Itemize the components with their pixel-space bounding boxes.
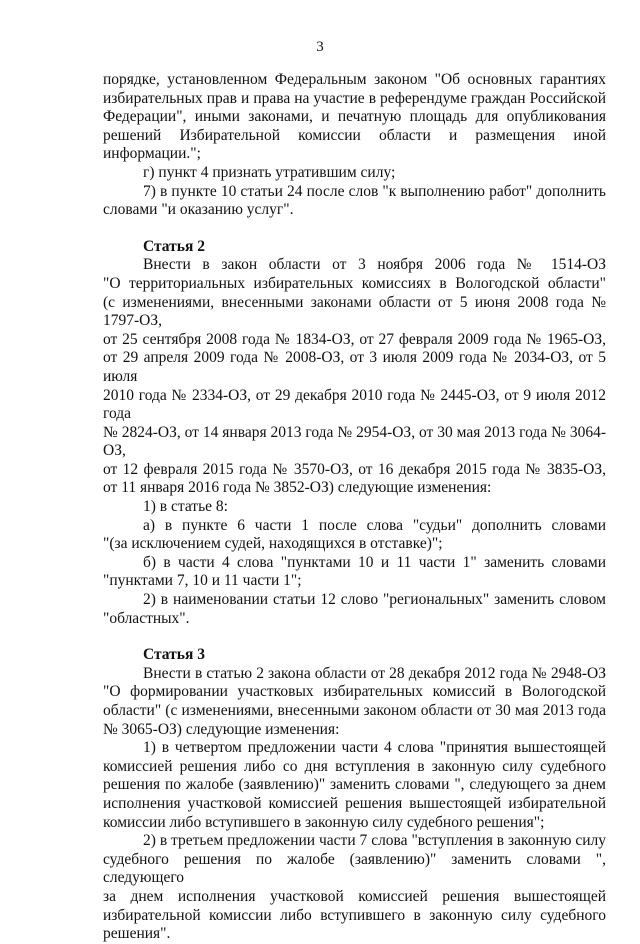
text-line: № 2824-ОЗ, от 14 января 2013 года № 2954-ОЗ, от 30 мая 2013 года № 3064-ОЗ,	[103, 423, 606, 460]
text-line: от 25 сентября 2008 года № 1834-ОЗ, от 27 февраля 2009 года № 1965-ОЗ,	[103, 330, 606, 348]
text-line: от 11 января 2016 года № 3852-ОЗ) следующие изменения:	[103, 479, 492, 497]
text-line: области" (с изменениями, внесенными законом области от 30 мая 2013 года	[103, 702, 606, 719]
text-line: 7) в пункте 10 статьи 24 после слов "к выполнению работ" дополнить	[143, 182, 606, 200]
text-line: избирательной комиссии либо вступившего в законную силу судебного	[103, 906, 606, 924]
text-line: порядке, установленном Федеральным законом "Об основных гарантиях	[103, 71, 606, 88]
article-heading: Статья 3	[143, 646, 205, 664]
article-heading: Статья 2	[143, 237, 205, 255]
text-line: решения по жалобе (заявлению)" заменить словами ", следующего за днем	[103, 776, 606, 794]
text-line: комиссией решения либо со дня вступления в законную силу судебного	[103, 757, 606, 775]
document-body	[103, 71, 606, 944]
text-line: 1) в четвертом предложении части 4 слова "принятия вышестоящей	[143, 739, 606, 757]
text-line: решений Избирательной комиссии области и размещения иной	[103, 126, 606, 144]
text-line: Внести в закон области от 3 ноября 2006 года № 1514-ОЗ	[143, 256, 606, 274]
text-line: избирательных прав и права на участие в референдуме граждан Российской	[103, 89, 606, 107]
text-line: за днем исполнения участковой комиссией решения вышестоящей	[103, 887, 606, 905]
text-line: судебного решения по жалобе (заявлению)" заменить словами ", следующего	[103, 850, 606, 887]
page-number: 3	[316, 39, 324, 55]
text-line: решения".	[103, 925, 171, 943]
text-line: 1) в статье 8:	[143, 498, 228, 516]
text-line: информации.";	[103, 145, 201, 163]
text-line: "О территориальных избирательных комиссиях в Вологодской области"	[103, 274, 606, 292]
text-line: "областных".	[103, 609, 190, 627]
text-line: от 29 апреля 2009 года № 2008-ОЗ, от 3 июля 2009 года № 2034-ОЗ, от 5 июля	[103, 349, 606, 385]
text-line: № 3065-ОЗ) следующие изменения:	[103, 720, 340, 738]
text-line: "пунктами 7, 10 и 11 части 1";	[103, 572, 302, 590]
text-line: комиссии либо вступившего в законную силу судебного решения";	[103, 813, 545, 831]
text-line: исполнения участковой комиссией решения вышестоящей избирательной	[103, 794, 606, 812]
text-line: (с изменениями, внесенными законами области от 5 июня 2008 года № 1797-ОЗ,	[103, 293, 606, 330]
text-line: 2) в третьем предложении части 7 слова "вступления в законную силу	[143, 832, 606, 850]
text-line: г) пункт 4 признать утратившим силу;	[143, 163, 396, 181]
text-line: 2) в наименовании статьи 12 слово "региональных" заменить словом	[143, 591, 606, 609]
text-line: "О формировании участковых избирательных комиссий в Вологодской	[103, 683, 606, 701]
text-line: а) в пункте 6 части 1 после слова "судьи" дополнить словами	[143, 516, 606, 534]
text-line: Федерации", иными законами, и печатную площадь для опубликования	[103, 108, 606, 126]
text-line: словами "и оказанию услуг".	[103, 201, 294, 219]
text-line: 2010 года № 2334-ОЗ, от 29 декабря 2010 года № 2445-ОЗ, от 9 июля 2012 года	[103, 386, 606, 423]
text-line: б) в части 4 слова "пунктами 10 и 11 части 1" заменить словами	[143, 553, 606, 571]
text-line: "(за исключением судей, находящихся в отставке)";	[103, 535, 443, 553]
text-line: от 12 февраля 2015 года № 3570-ОЗ, от 16 декабря 2015 года № 3835-ОЗ,	[103, 460, 606, 478]
text-line: Внести в статью 2 закона области от 28 декабря 2012 года № 2948-ОЗ	[143, 664, 606, 682]
